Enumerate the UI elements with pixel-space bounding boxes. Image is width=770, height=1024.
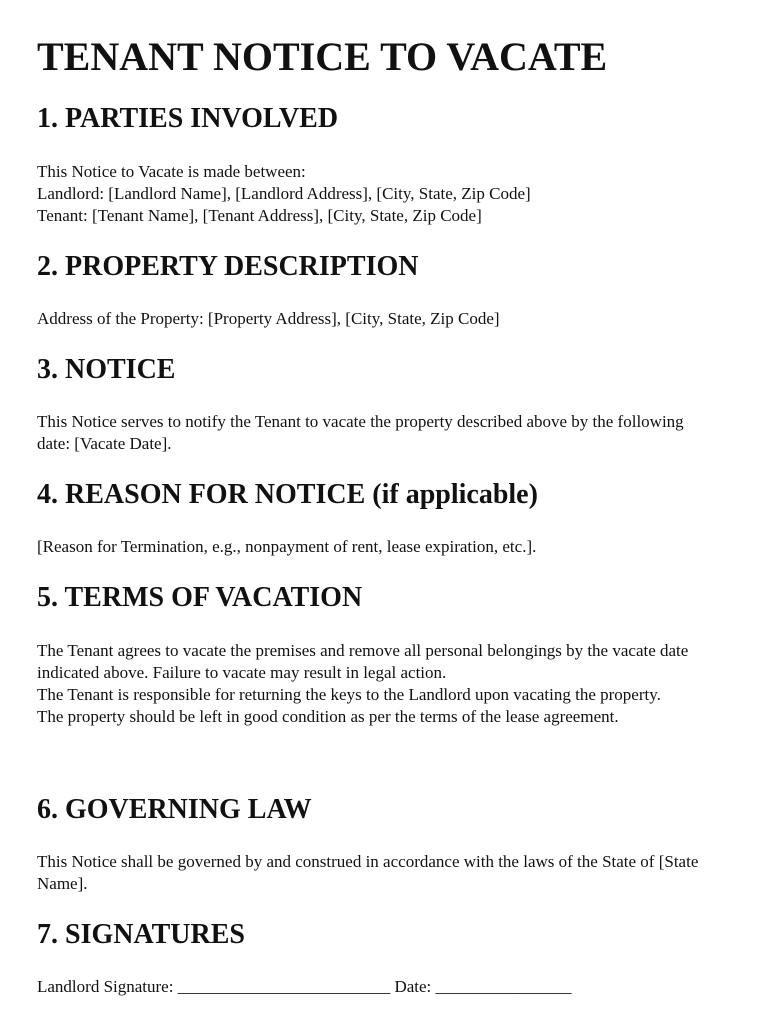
terms-keys-text: The Tenant is responsible for returning the keys to the Landlord upon vacating the property. — [37, 685, 661, 704]
section-body-terms — [37, 640, 737, 728]
section-body-property — [37, 308, 737, 330]
section-body-governing-law — [37, 851, 727, 895]
terms-vacate-text: The Tenant agrees to vacate the premises and remove all personal belongings by the vacate date indicated above. Failure to vacate may result in legal action. — [37, 641, 689, 682]
reason-text: [Reason for Termination, e.g., nonpayment of rent, lease expiration, etc.]. — [37, 537, 537, 556]
terms-condition-text: The property should be left in good condition as per the terms of the lease agreement. — [37, 707, 619, 726]
section-body-notice — [37, 411, 717, 455]
property-address-line: Address of the Property: [Property Address], [City, State, Zip Code] — [37, 309, 500, 328]
section-heading-reason: 4. REASON FOR NOTICE (if applicable) — [37, 479, 538, 510]
parties-intro-line: This Notice to Vacate is made between: — [37, 162, 306, 181]
landlord-line: Landlord: [Landlord Name], [Landlord Address], [City, State, Zip Code] — [37, 184, 531, 203]
section-body-parties — [37, 161, 737, 227]
section-body-signatures — [37, 976, 737, 998]
tenant-line: Tenant: [Tenant Name], [Tenant Address], [City, State, Zip Code] — [37, 206, 482, 225]
landlord-signature-line: Landlord Signature: _________________________ Date: ________________ — [37, 977, 572, 996]
section-heading-signatures: 7. SIGNATURES — [37, 919, 245, 950]
section-heading-governing-law: 6. GOVERNING LAW — [37, 794, 312, 825]
section-heading-property: 2. PROPERTY DESCRIPTION — [37, 251, 419, 282]
governing-law-text: This Notice shall be governed by and construed in accordance with the laws of the State of [State Name]. — [37, 852, 699, 893]
section-heading-terms: 5. TERMS OF VACATION — [37, 582, 363, 613]
section-heading-parties: 1. PARTIES INVOLVED — [37, 103, 339, 134]
document-title: TENANT NOTICE TO VACATE — [37, 34, 608, 79]
notice-text: This Notice serves to notify the Tenant to vacate the property described above by the following date: [Vacate Date]. — [37, 412, 684, 453]
section-body-reason — [37, 536, 737, 558]
section-heading-notice: 3. NOTICE — [37, 354, 176, 385]
